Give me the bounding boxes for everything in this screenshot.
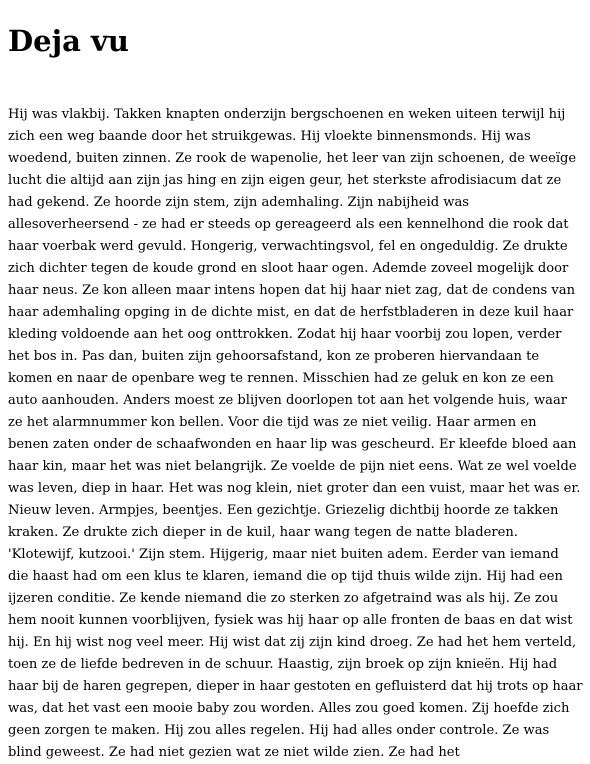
page-title: Deja vu — [8, 24, 129, 58]
story-line: Nieuw leven. Armpjes, beentjes. Een gezichtje. Griezelig dichtbij hoorde ze takken — [8, 503, 559, 518]
story-line: benen zaten onder de schaafwonden en haar lip was gescheurd. Er kleefde bloed aan — [8, 437, 577, 452]
story-line: had gekend. Ze hoorde zijn stem, zijn ademhaling. Zijn nabijheid was — [8, 195, 470, 210]
story-line: ijzeren conditie. Ze kende niemand die zo sterken zo afgetraind was als hij. Ze zou — [8, 591, 559, 606]
story-line: ze het alarmnummer kon bellen. Voor die tijd was ze niet veilig. Haar armen en — [8, 415, 537, 430]
story-line: was leven, diep in haar. Het was nog klein, niet groter dan een vuist, maar het was er. — [8, 481, 581, 496]
story-line: komen en naar de openbare weg te rennen. Misschien had ze geluk en kon ze een — [8, 371, 554, 386]
story-line: geen zorgen te maken. Hij zou alles regelen. Hij had alles onder controle. Ze was — [8, 723, 550, 738]
story-line: zich dichter tegen de koude grond en sloot haar ogen. Ademde zoveel mogelijk door — [8, 261, 569, 276]
story-line: Hij was vlakbij. Takken knapten onderzijn bergschoenen en weken uiteen terwijl hij — [8, 107, 566, 122]
story-line: haar bij de haren gegrepen, dieper in haar gestoten en gefluisterd dat hij trots op haar — [8, 679, 583, 694]
story-text — [8, 104, 583, 764]
story-line: hem nooit kunnen voorblijven, fysiek was hij haar op alle fronten de baas en dat wist — [8, 613, 573, 628]
story-line: hij. En hij wist nog veel meer. Hij wist dat zij zijn kind droeg. Ze had het hem verteld, — [8, 635, 577, 650]
story-line: zich een weg baande door het struikgewas. Hij vloekte binnensmonds. Hij was — [8, 129, 531, 144]
story-line: was, dat het vast een mooie baby zou worden. Alles zou goed komen. Zij hoefde zich — [8, 701, 570, 716]
story-line: haar kin, maar het was niet belangrijk. Ze voelde de pijn niet eens. Wat ze wel voelde — [8, 459, 577, 474]
story-line: allesoverheersend - ze had er steeds op gereageerd als een kennelhond die rook dat — [8, 217, 569, 232]
story-line: blind geweest. Ze had niet gezien wat ze niet wilde zien. Ze had het — [8, 745, 460, 760]
story-line: 'Klotewijf, kutzooi.' Zijn stem. Hijgerig, maar niet buiten adem. Eerder van iemand — [8, 547, 559, 562]
story-line: kraken. Ze drukte zich dieper in de kuil, haar wang tegen de natte bladeren. — [8, 525, 518, 540]
story-line: haar ademhaling opging in de dichte mist, en dat de herfstbladeren in deze kuil haar — [8, 305, 574, 320]
story-line: haar neus. Ze kon alleen maar intens hopen dat hij haar niet zag, dat de condens van — [8, 283, 576, 298]
story-line: toen ze de liefde bedreven in de schuur. Haastig, zijn broek op zijn knieën. Hij had — [8, 657, 558, 672]
story-line: die haast had om een klus te klaren, iemand die op tijd thuis wilde zijn. Hij had een — [8, 569, 563, 584]
story-line: woedend, buiten zinnen. Ze rook de wapenolie, het leer van zijn schoenen, de weeïge — [8, 151, 577, 166]
story-line: auto aanhouden. Anders moest ze blijven doorlopen tot aan het volgende huis, waar — [8, 393, 568, 408]
story-line: kleding voldoende aan het oog onttrokken. Zodat hij haar voorbij zou lopen, verder — [8, 327, 562, 342]
story-line: haar voerbak werd gevuld. Hongerig, verwachtingsvol, fel en ongeduldig. Ze drukte — [8, 239, 568, 254]
story-line: lucht die altijd aan zijn jas hing en zijn eigen geur, het sterkste afrodisiacum dat ze — [8, 173, 562, 188]
story-line: het bos in. Pas dan, buiten zijn gehoorsafstand, kon ze proberen hiervandaan te — [8, 349, 540, 364]
